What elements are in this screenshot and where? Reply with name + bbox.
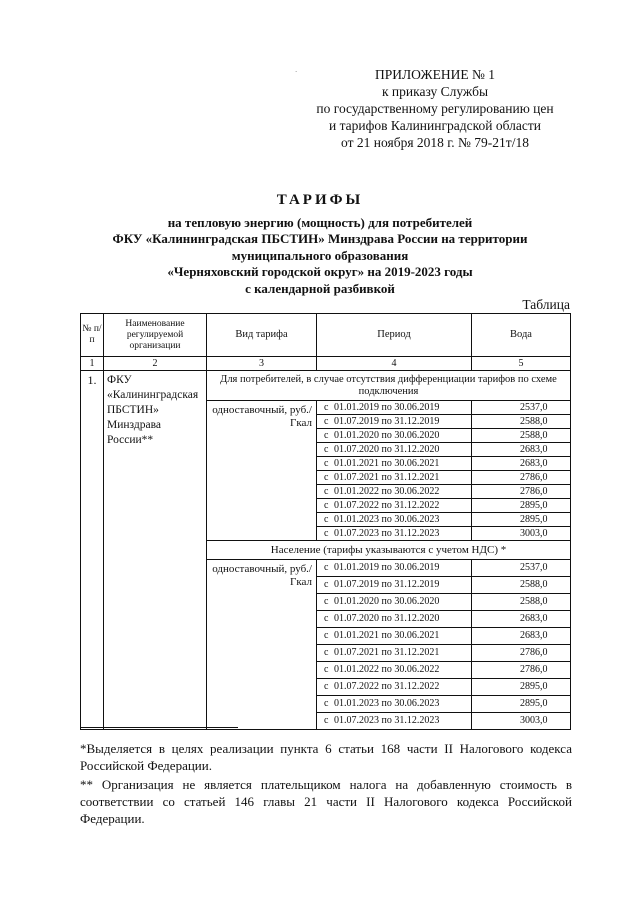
period-text: 01.07.2020 по 31.12.2020 — [334, 443, 440, 455]
period-cell — [317, 527, 472, 541]
appendix-header — [300, 66, 570, 151]
period-prefix: с — [324, 715, 329, 726]
period-text: 01.01.2022 по 30.06.2022 — [334, 664, 440, 675]
period-text: 01.01.2019 по 30.06.2019 — [334, 562, 440, 573]
footnote-divider — [80, 727, 238, 728]
period-text: 01.01.2021 по 30.06.2021 — [334, 630, 440, 641]
header-water: Вода — [472, 314, 571, 357]
appendix-region-line: и тарифов Калининградской области — [329, 118, 541, 133]
period-text: 01.07.2019 по 31.12.2019 — [334, 579, 440, 590]
col-number: 5 — [472, 357, 571, 371]
footnote-org: ** Организация не является плательщиком налога на добавленную стоимость в соответствии со статьей 146 главы 21 части II Налогового кодекса Российской Федерации. — [80, 777, 572, 826]
period-prefix: с — [324, 401, 329, 413]
period-cell — [317, 499, 472, 513]
water-value: 2588,0 — [472, 577, 571, 594]
title-line-1: на тепловую энергию (мощность) для потребителей — [167, 214, 473, 230]
header-org: Наименование регулируемой организации — [104, 314, 207, 357]
water-value: 2588,0 — [472, 415, 571, 429]
period-text: 01.01.2023 по 30.06.2023 — [334, 513, 440, 525]
section-population-title: Население (тарифы указываются с учетом НДС) * — [207, 541, 571, 560]
tariff-type: одноставочный, руб./Гкал — [207, 401, 317, 541]
water-value: 2895,0 — [472, 696, 571, 713]
period-cell — [317, 471, 472, 485]
period-text: 01.01.2023 по 30.06.2023 — [334, 698, 440, 709]
period-cell — [317, 429, 472, 443]
period-cell — [317, 679, 472, 696]
organization-name: ФКУ «Калининградская ПБСТИН» Минздрава России** — [104, 371, 207, 730]
period-cell — [317, 560, 472, 577]
period-prefix: с — [324, 499, 329, 511]
period-cell — [317, 401, 472, 415]
title-line-3: муниципального образования — [231, 247, 409, 263]
col-number: 4 — [317, 357, 472, 371]
footnote-vat: *Выделяется в целях реализации пункта 6 статьи 168 части II Налогового кодекса Российской Федерации. — [80, 741, 572, 773]
tariff-type: одноставочный, руб./Гкал — [207, 560, 317, 730]
period-prefix: с — [324, 429, 329, 441]
title-line-2: ФКУ «Калининградская ПБСТИН» Минздрава России на территории — [112, 231, 528, 246]
row-number: 1. — [81, 371, 104, 730]
header-num: № п/п — [81, 314, 104, 357]
period-cell — [317, 415, 472, 429]
table-caption: Таблица — [522, 297, 570, 312]
appendix-order-ref: к приказу Службы — [381, 84, 489, 99]
table-header-row — [81, 314, 571, 357]
period-prefix: с — [324, 596, 329, 607]
period-text: 01.01.2020 по 30.06.2020 — [334, 596, 440, 607]
water-value: 2683,0 — [472, 457, 571, 471]
period-prefix: с — [324, 562, 329, 573]
period-prefix: с — [324, 664, 329, 675]
period-cell — [317, 662, 472, 679]
period-text: 01.01.2021 по 30.06.2021 — [334, 457, 440, 469]
water-value: 2786,0 — [472, 645, 571, 662]
period-prefix: с — [324, 647, 329, 658]
water-value: 2588,0 — [472, 594, 571, 611]
water-value: 2786,0 — [472, 662, 571, 679]
appendix-title: ПРИЛОЖЕНИЕ № 1 — [374, 67, 496, 82]
period-prefix: с — [324, 681, 329, 692]
period-text: 01.07.2023 по 31.12.2023 — [334, 715, 440, 726]
period-prefix: с — [324, 527, 329, 539]
water-value: 2895,0 — [472, 679, 571, 696]
water-value: 2786,0 — [472, 485, 571, 499]
period-prefix: с — [324, 613, 329, 624]
period-text: 01.01.2022 по 30.06.2022 — [334, 485, 440, 497]
document-title — [70, 192, 570, 297]
period-prefix: с — [324, 698, 329, 709]
period-cell — [317, 611, 472, 628]
period-text: 01.07.2019 по 31.12.2019 — [334, 415, 440, 427]
period-cell — [317, 443, 472, 457]
period-text: 01.01.2020 по 30.06.2020 — [334, 429, 440, 441]
header-type: Вид тарифа — [207, 314, 317, 357]
period-prefix: с — [324, 579, 329, 590]
period-prefix: с — [324, 415, 329, 427]
period-text: 01.07.2022 по 31.12.2022 — [334, 499, 440, 511]
period-text: 01.07.2023 по 31.12.2023 — [334, 527, 440, 539]
water-value: 2537,0 — [472, 560, 571, 577]
period-cell — [317, 713, 472, 730]
water-value: 3003,0 — [472, 713, 571, 730]
period-prefix: с — [324, 485, 329, 497]
footnotes — [80, 740, 572, 829]
period-cell — [317, 628, 472, 645]
period-text: 01.07.2021 по 31.12.2021 — [334, 647, 440, 658]
title-main: ТАРИФЫ — [276, 192, 364, 208]
period-prefix: с — [324, 630, 329, 641]
column-number-row — [81, 357, 571, 371]
water-value: 2895,0 — [472, 513, 571, 527]
period-text: 01.07.2020 по 31.12.2020 — [334, 613, 440, 624]
period-prefix: с — [324, 457, 329, 469]
section-consumers-title: Для потребителей, в случае отсутствия дифференциации тарифов по схеме подключения — [207, 371, 571, 401]
title-line-4: «Черняховский городской округ» на 2019-2023 годы — [167, 264, 473, 279]
period-prefix: с — [324, 513, 329, 525]
period-cell — [317, 457, 472, 471]
water-value: 2537,0 — [472, 401, 571, 415]
water-value: 2683,0 — [472, 628, 571, 645]
period-cell — [317, 577, 472, 594]
tariffs-table — [80, 313, 571, 730]
period-cell — [317, 485, 472, 499]
title-line-5: с календарной разбивкой — [245, 280, 395, 296]
header-period: Период — [317, 314, 472, 357]
period-prefix: с — [324, 471, 329, 483]
period-text: 01.07.2022 по 31.12.2022 — [334, 681, 440, 692]
col-number: 3 — [207, 357, 317, 371]
period-text: 01.01.2019 по 30.06.2019 — [334, 401, 440, 413]
water-value: 2895,0 — [472, 499, 571, 513]
section-consumers-row — [81, 371, 571, 401]
period-text: 01.07.2021 по 31.12.2021 — [334, 471, 440, 483]
water-value: 2683,0 — [472, 611, 571, 628]
appendix-service-line: по государственному регулированию цен — [316, 101, 554, 116]
period-cell — [317, 594, 472, 611]
col-number: 1 — [81, 357, 104, 371]
appendix-date-line: от 21 ноября 2018 г. № 79-21т/18 — [341, 135, 529, 150]
water-value: 3003,0 — [472, 527, 571, 541]
period-cell — [317, 513, 472, 527]
water-value: 2786,0 — [472, 471, 571, 485]
scan-speck: ` — [295, 70, 298, 78]
water-value: 2683,0 — [472, 443, 571, 457]
period-cell — [317, 696, 472, 713]
period-cell — [317, 645, 472, 662]
water-value: 2588,0 — [472, 429, 571, 443]
period-prefix: с — [324, 443, 329, 455]
col-number: 2 — [104, 357, 207, 371]
